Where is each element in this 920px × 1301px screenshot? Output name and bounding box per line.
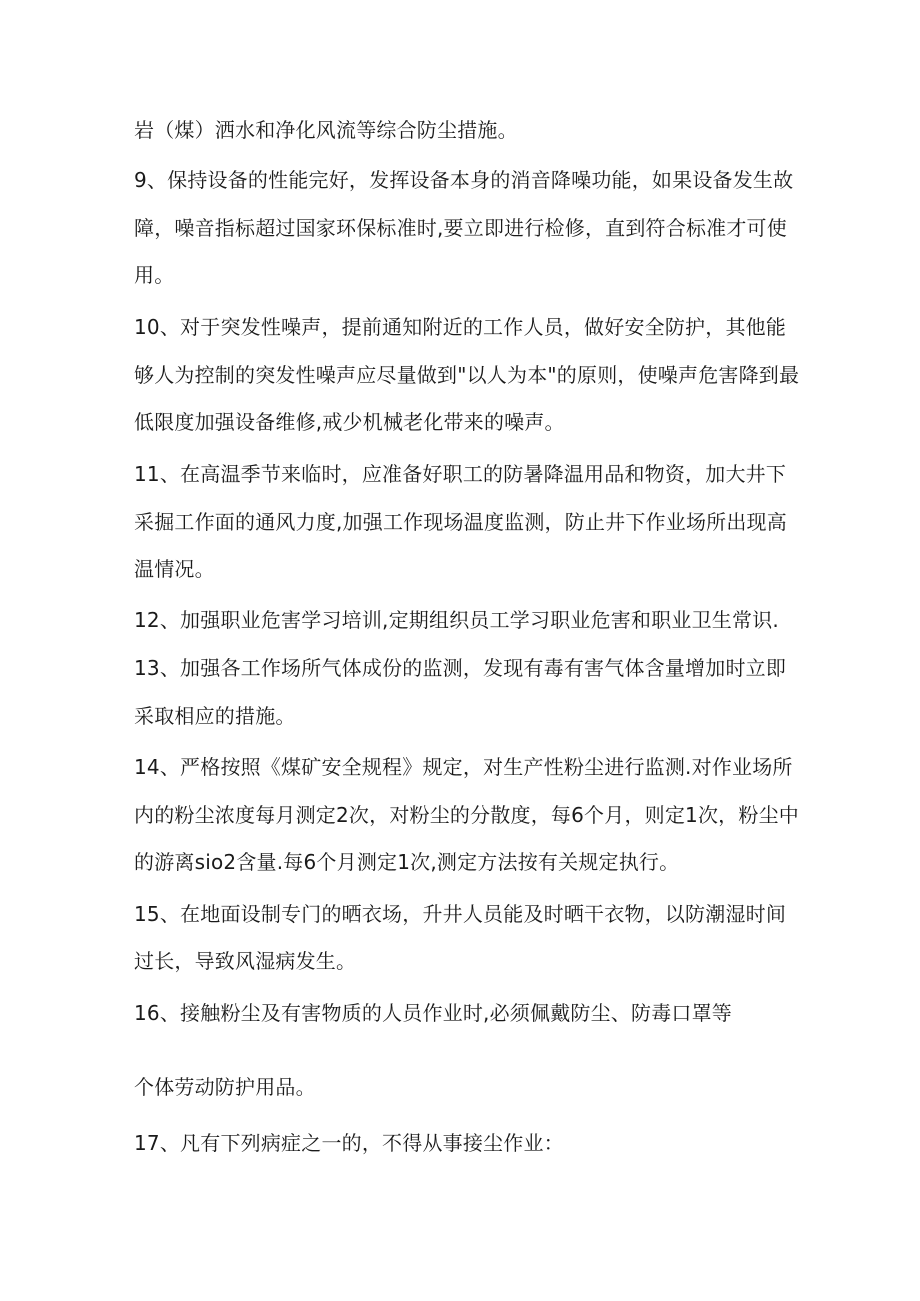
text-line: 采掘工作面的通风力度,加强工作现场温度监测，防止井下作业场所出现高: [134, 510, 787, 534]
text-line: 障，噪音指标超过国家环保标准时,要立即进行检修，直到符合标准才可使: [134, 216, 787, 240]
text-line: 用。: [134, 263, 175, 287]
text-line: 内的粉尘浓度每月测定2次，对粉尘的分散度，每6个月，则定1次，粉尘中: [134, 803, 799, 827]
text-line: 采取相应的措施。: [134, 704, 296, 728]
text-line: 够人为控制的突发性噪声应尽量做到"以人为本"的原则，使噪声危害降到最: [134, 363, 800, 387]
text-line: 16、接触粉尘及有害物质的人员作业时,必须佩戴防尘、防毒口罩等: [134, 1001, 733, 1025]
text-line: 10、对于突发性噪声，提前通知附近的工作人员，做好安全防护，其他能: [134, 315, 787, 339]
text-line: 14、严格按照《煤矿安全规程》规定，对生产性粉尘进行监测.对作业场所: [134, 755, 793, 779]
text-line: 15、在地面设制专门的晒衣场，升井人员能及时晒干衣物，以防潮湿时间: [134, 902, 787, 926]
text-line: 岩（煤）洒水和净化风流等综合防尘措施。: [134, 118, 518, 142]
text-line: 的游离sio2含量.每6个月测定1次,测定方法按有关规定执行。: [134, 850, 680, 874]
text-line: 11、在高温季节来临时，应准备好职工的防暑降温用品和物资，加大井下: [134, 462, 787, 486]
text-line: 温情况。: [134, 557, 215, 581]
text-line: 12、加强职业危害学习培训,定期组织员工学习职业危害和职业卫生常识.: [134, 608, 779, 632]
text-line: 9、保持设备的性能完好，发挥设备本身的消音降噪功能，如果设备发生故: [134, 168, 794, 192]
text-line: 个体劳动防护用品。: [134, 1075, 316, 1099]
text-line: 过长，导致风湿病发生。: [134, 949, 357, 973]
text-line: 低限度加强设备维修,戒少机械老化带来的噪声。: [134, 410, 565, 434]
text-line: 13、加强各工作场所气体成份的监测，发现有毒有害气体含量增加时立即: [134, 656, 787, 680]
text-line: 17、凡有下列病症之一的，不得从事接尘作业：: [134, 1131, 564, 1155]
